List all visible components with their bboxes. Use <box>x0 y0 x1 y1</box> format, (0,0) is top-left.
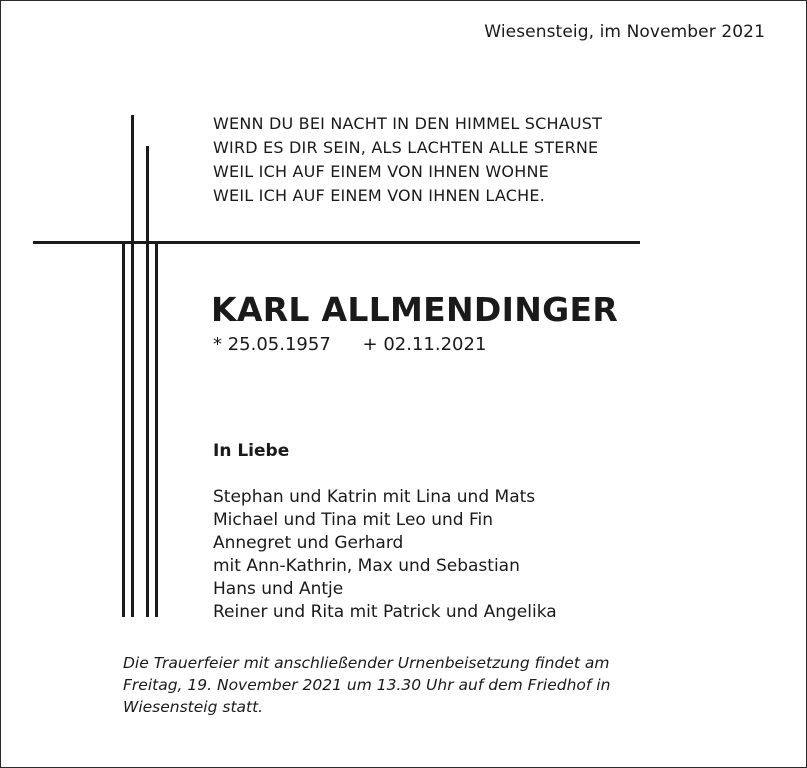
poem-line: WIRD ES DIR SEIN, ALS LACHTEN ALLE STERNE <box>213 138 599 157</box>
poem-line: WEIL ICH AUF EINEM VON IHNEN LACHE. <box>213 186 545 205</box>
cross-vertical-line-3 <box>146 146 149 617</box>
funeral-notice <box>123 652 683 718</box>
mourner-line: Stephan und Katrin mit Lina und Mats <box>213 487 536 507</box>
cross-vertical-line-1 <box>122 243 125 617</box>
birth-date: * 25.05.1957 <box>213 334 331 355</box>
mourners-heading: In Liebe <box>213 441 290 461</box>
mourner-line: Reiner und Rita mit Patrick und Angelika <box>213 602 557 622</box>
deceased-name: KARL ALLMENDINGER <box>211 290 619 329</box>
mourner-line: Annegret und Gerhard <box>213 533 404 553</box>
notice-line: Wiesensteig statt. <box>123 698 264 716</box>
notice-line: Die Trauerfeier mit anschließender Urnenbeisetzung findet am <box>123 654 610 672</box>
place-date: Wiesensteig, im November 2021 <box>484 22 765 42</box>
mourners-list <box>213 486 557 624</box>
notice-line: Freitag, 19. November 2021 um 13.30 Uhr auf dem Friedhof in <box>123 676 611 694</box>
cross-vertical-line-4 <box>155 243 158 617</box>
poem-line: WENN DU BEI NACHT IN DEN HIMMEL SCHAUST <box>213 114 603 133</box>
poem-verse <box>213 112 602 208</box>
life-dates <box>213 334 486 355</box>
mourner-line: Hans und Antje <box>213 579 344 599</box>
mourner-line: Michael und Tina mit Leo und Fin <box>213 510 494 530</box>
poem-line: WEIL ICH AUF EINEM VON IHNEN WOHNE <box>213 162 549 181</box>
mourner-line: mit Ann-Kathrin, Max und Sebastian <box>213 556 520 576</box>
cross-horizontal-line <box>33 241 640 244</box>
cross-vertical-line-2 <box>131 115 134 617</box>
death-date: + 02.11.2021 <box>362 334 487 355</box>
